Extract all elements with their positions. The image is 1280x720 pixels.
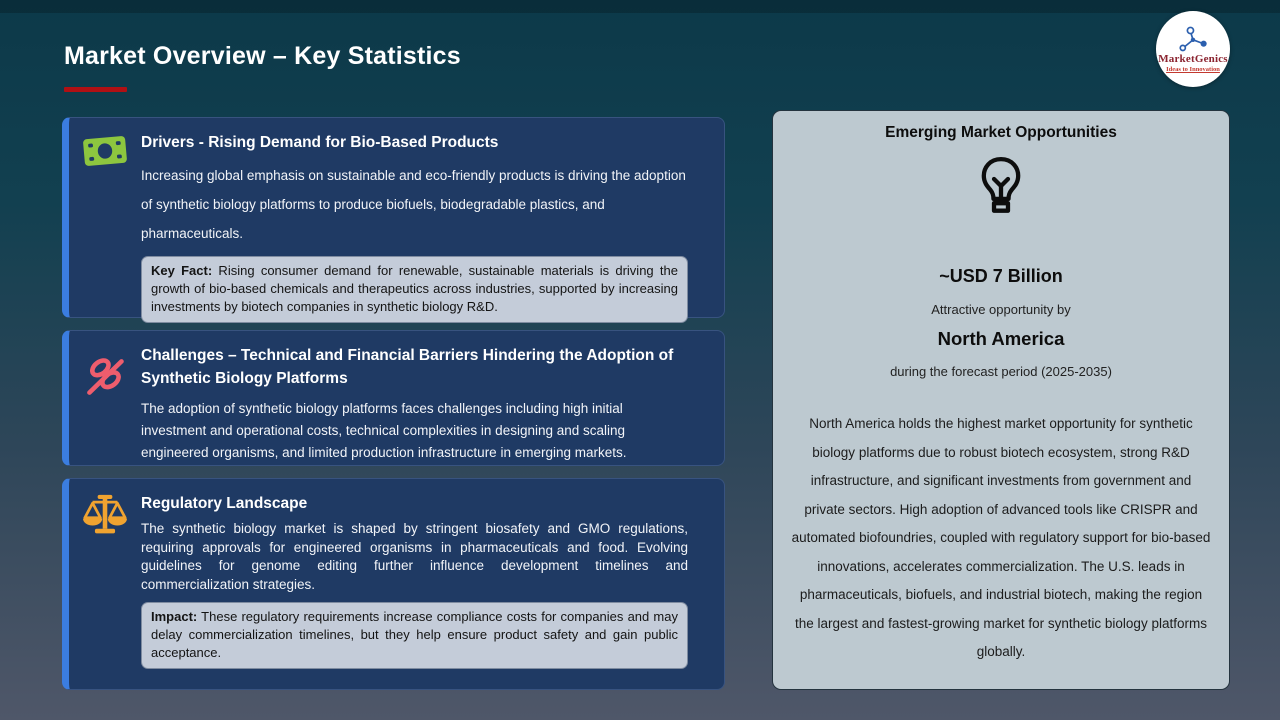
challenges-card <box>62 330 725 466</box>
molecule-icon <box>1176 26 1210 52</box>
money-bill-icon <box>82 133 128 169</box>
opportunity-region: North America <box>937 328 1065 349</box>
impact-box <box>141 602 688 669</box>
key-fact-label: Key Fact: <box>151 263 213 279</box>
challenges-icon-col <box>69 331 141 465</box>
title-underline <box>64 87 127 92</box>
logo-name: MarketGenics <box>1158 52 1228 65</box>
challenges-body: The adoption of synthetic biology platforms faces challenges including high initial investment and operational costs, technical complexities in designing and scaling engineered organisms, and limited production infrastructure in emerging markets. <box>141 400 627 460</box>
opportunity-description: North America holds the highest market opportunity for synthetic biology platforms due to robust biotech ecosystem, strong R&D infrastructure, and significant investments from government and private sectors. High adoption of advanced tools like CRISPR and automated biofoundries, coupled with regulatory support for bio-based innovations, accelerates commercialization. The U.S. leads in pharmaceuticals, biofuels, and industrial biotech, making the region the largest and fastest-growing market for synthetic biology platforms globally. <box>791 416 1211 659</box>
lightbulb-icon <box>978 157 1024 215</box>
challenges-content <box>141 331 724 465</box>
impact-text: These regulatory requirements increase compliance costs for companies and may delay commercialization timelines, but they help ensure product safety and gain public acceptance. <box>151 609 678 661</box>
drivers-icon-col <box>69 118 141 317</box>
regulatory-card <box>62 478 725 690</box>
logo-tagline: Ideas to Innovation <box>1166 65 1220 73</box>
drivers-card <box>62 117 725 318</box>
balance-scale-icon <box>83 494 127 536</box>
broken-link-icon <box>83 355 127 399</box>
regulatory-body: The synthetic biology market is shaped by stringent biosafety and GMO regulations, requiring approvals for engineered organisms in pharmaceuticals and food. Evolving guidelines for genome editing further influence development timelines and commercialization strategies. <box>141 521 688 592</box>
regulatory-title: Regulatory Landscape <box>141 495 308 512</box>
regulatory-icon-col <box>69 479 141 689</box>
opportunity-title: Emerging Market Opportunities <box>885 124 1117 141</box>
impact-label: Impact: <box>151 609 198 625</box>
top-strip <box>0 0 1280 13</box>
drivers-content <box>141 118 724 317</box>
drivers-body: Increasing global emphasis on sustainable and eco-friendly products is driving the adoption of synthetic biology platforms to produce biofuels, biodegradable plastics, and pharmaceuticals. <box>141 168 686 242</box>
opportunity-period: during the forecast period (2025-2035) <box>890 364 1112 379</box>
key-fact-text: Rising consumer demand for renewable, sustainable materials is driving the growth of bio-based chemicals and therapeutics across industries, supported by increasing investments by biotech companies in synthetic biology R&D. <box>151 263 678 315</box>
opportunity-panel <box>772 110 1230 690</box>
opportunity-value: ~USD 7 Billion <box>939 266 1063 286</box>
challenges-title: Challenges – Technical and Financial Barriers Hindering the Adoption of Synthetic Biology Platforms <box>141 347 674 388</box>
opportunity-leadin: Attractive opportunity by <box>931 302 1071 317</box>
drivers-title: Drivers - Rising Demand for Bio-Based Products <box>141 134 499 151</box>
key-fact-box <box>141 256 688 323</box>
regulatory-content <box>141 479 724 689</box>
logo <box>1156 11 1230 87</box>
page-title: Market Overview – Key Statistics <box>64 42 461 70</box>
